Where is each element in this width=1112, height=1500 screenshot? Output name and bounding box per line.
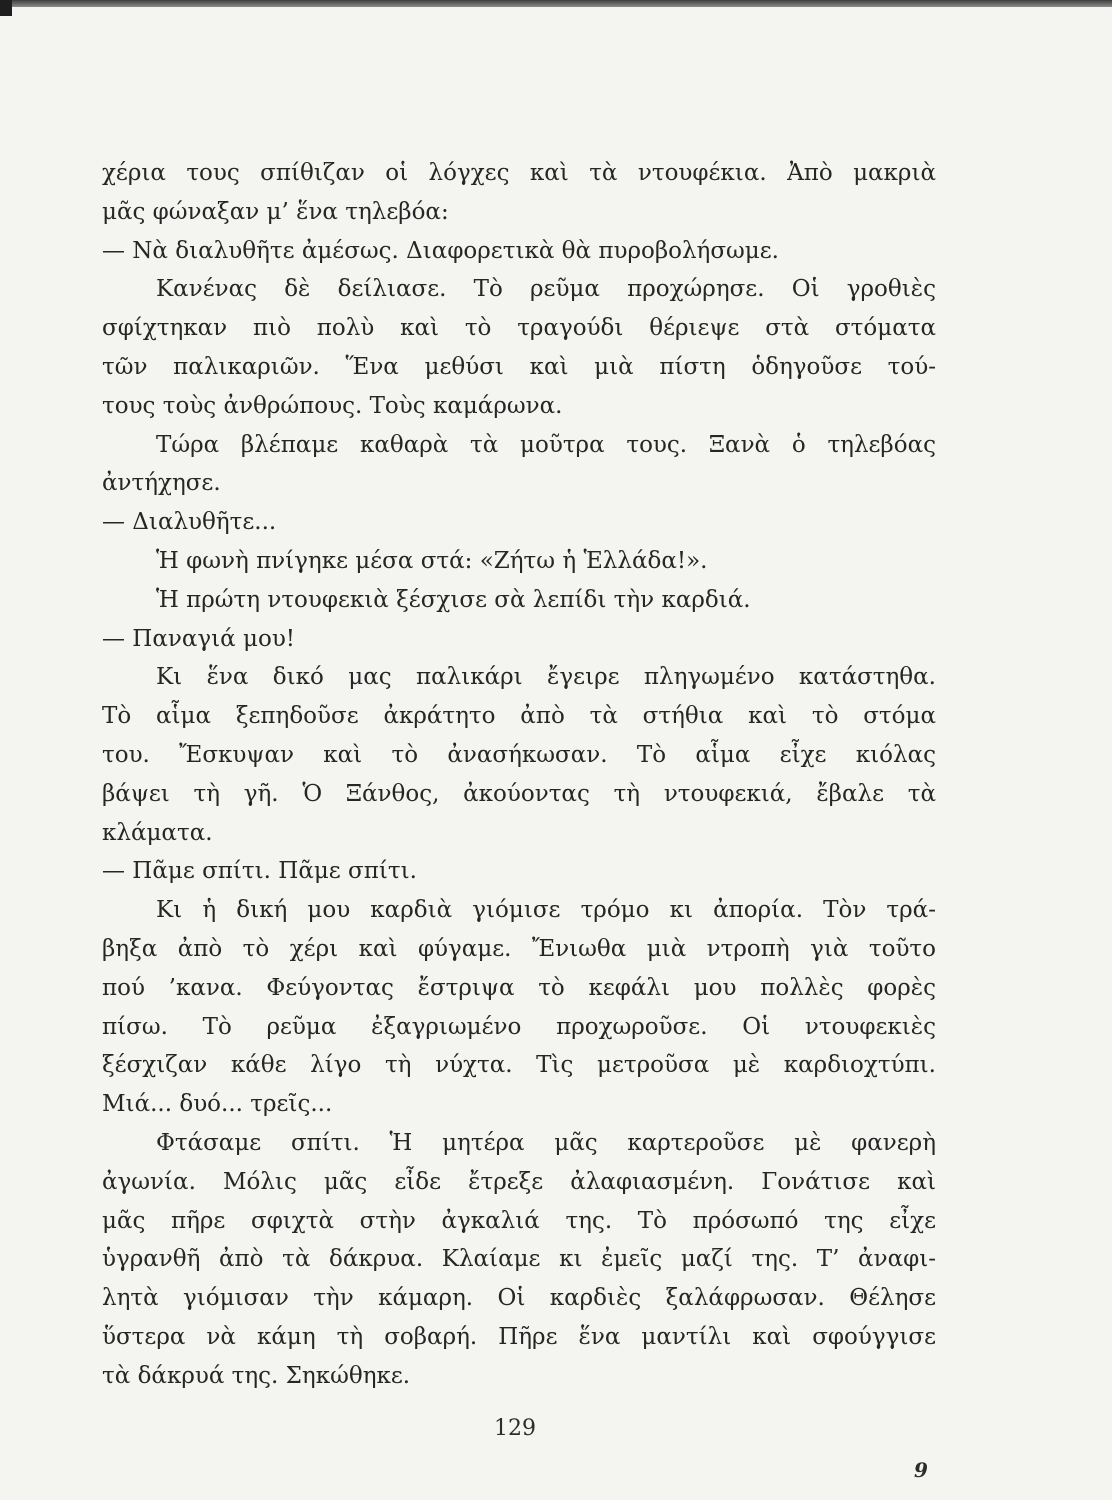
text-line: Τώρα βλέπαμε καθαρὰ τὰ μοῦτρα τους. Ξανὰ ὁ τηλεβόας	[156, 431, 936, 458]
text-line: Κανένας δὲ δείλιασε. Τὸ ρεῦμα προχώρησε. Οἱ γροθιὲς	[156, 276, 936, 303]
text-line: — Νὰ διαλυθῆτε ἀμέσως. Διαφορετικὰ θὰ πυροβολήσωμε.	[102, 237, 779, 264]
text-line: τῶν παλικαριῶν. Ἕνα μεθύσι καὶ μιὰ πίστη ὁδηγοῦσε τού-	[102, 353, 936, 380]
body-text	[102, 154, 936, 1396]
text-line: μᾶς πῆρε σφιχτὰ στὴν ἀγκαλιά της. Τὸ πρόσωπό της εἶχε	[102, 1207, 936, 1234]
text-line: σφίχτηκαν πιὸ πολὺ καὶ τὸ τραγούδι θέριεψε στὰ στόματα	[102, 315, 936, 342]
text-line: — Πᾶμε σπίτι. Πᾶμε σπίτι.	[102, 858, 417, 885]
text-line: ὑγρανθῆ ἀπὸ τὰ δάκρυα. Κλαίαμε κι ἐμεῖς μαζί της. Τ’ ἀναφι-	[102, 1246, 936, 1273]
text-line: Ἡ πρώτη ντουφεκιὰ ξέσχισε σὰ λεπίδι τὴν καρδιά.	[156, 586, 751, 613]
text-line: πίσω. Τὸ ρεῦμα ἐξαγριωμένο προχωροῦσε. Οἱ ντουφεκιὲς	[102, 1013, 936, 1040]
text-line: ἀγωνία. Μόλις μᾶς εἶδε ἔτρεξε ἀλαφιασμένη. Γονάτισε καὶ	[102, 1168, 936, 1195]
text-line: λητὰ γιόμισαν τὴν κάμαρη. Οἱ καρδιὲς ξαλάφρωσαν. Θέλησε	[102, 1285, 936, 1312]
text-line: ξέσχιζαν κάθε λίγο τὴ νύχτα. Τὶς μετροῦσα μὲ καρδιοχτύπι.	[102, 1052, 936, 1079]
text-line: χέρια τους σπίθιζαν οἱ λόγχες καὶ τὰ ντουφέκια. Ἀπὸ μακριὰ	[102, 160, 936, 186]
text-line: ἀντήχησε.	[102, 470, 221, 497]
text-line: μᾶς φώναξαν μ’ ἕνα τηλεβόα:	[102, 198, 449, 225]
text-line: τὰ δάκρυά της. Σηκώθηκε.	[102, 1362, 411, 1389]
text-line: ὕστερα νὰ κάμη τὴ σοβαρή. Πῆρε ἕνα μαντίλι καὶ σφούγγισε	[102, 1323, 936, 1350]
text-line: βάψει τὴ γῆ. Ὁ Ξάνθος, ἀκούοντας τὴ ντουφεκιά, ἔβαλε τὰ	[102, 780, 936, 807]
text-line: Κι ἡ δική μου καρδιὰ γιόμισε τρόμο κι ἀπορία. Τὸν τρά-	[156, 897, 936, 924]
signature-mark: 9	[914, 1458, 928, 1482]
text-line: πού ’κανα. Φεύγοντας ἔστριψα τὸ κεφάλι μου πολλὲς φορὲς	[102, 974, 936, 1001]
text-line: — Παναγιά μου!	[102, 625, 296, 652]
text-line: Φτάσαμε σπίτι. Ἡ μητέρα μᾶς καρτεροῦσε μὲ φανερὴ	[156, 1129, 936, 1156]
text-line: Μιά... δυό... τρεῖς...	[102, 1091, 333, 1118]
page-number: 129	[494, 1416, 536, 1441]
text-line: βηξα ἀπὸ τὸ χέρι καὶ φύγαμε. Ἔνιωθα μιὰ ντροπὴ γιὰ τοῦτο	[102, 935, 936, 962]
text-line: Κι ἕνα δικό μας παλικάρι ἔγειρε πληγωμένο κατάστηθα.	[156, 664, 936, 691]
text-line: — Διαλυθῆτε...	[102, 509, 277, 536]
page-corner-shadow	[0, 0, 12, 16]
text-line: κλάματα.	[102, 819, 213, 846]
text-line: Ἡ φωνὴ πνίγηκε μέσα στά: «Ζήτω ἡ Ἑλλάδα!».	[156, 547, 708, 574]
text-line: Τὸ αἷμα ξεπηδοῦσε ἀκράτητο ἀπὸ τὰ στήθια καὶ τὸ στόμα	[102, 703, 936, 730]
text-line: τους τοὺς ἀνθρώπους. Τοὺς καμάρωνα.	[102, 392, 563, 419]
page-top-shadow	[0, 0, 1112, 7]
text-line: του. Ἔσκυψαν καὶ τὸ ἀνασήκωσαν. Τὸ αἷμα εἶχε κιόλας	[102, 741, 936, 768]
